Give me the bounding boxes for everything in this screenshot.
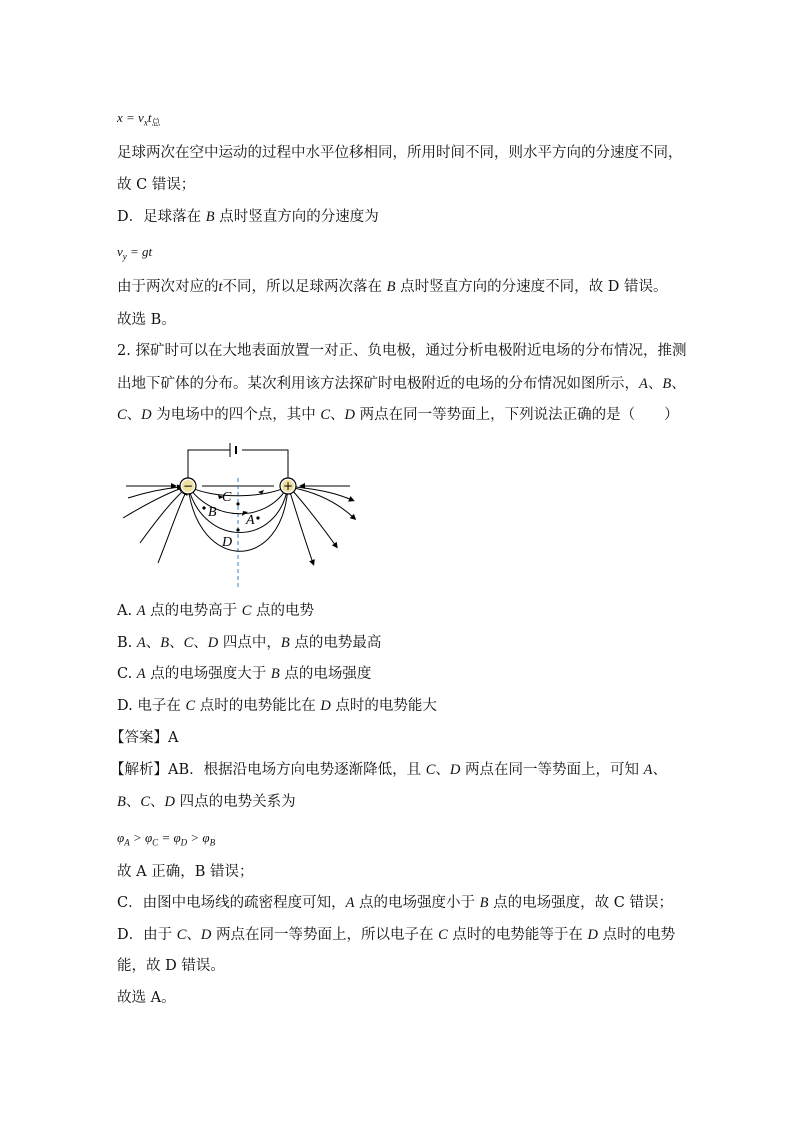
text-line: D．由于 C、D 两点在同一等势面上，所以电子在 C 点时的电势能等于在 D 点时的电势 — [117, 927, 676, 943]
point-c — [236, 502, 239, 505]
option-b: B. A、B、C、D 四点中，B 点的电势最高 — [117, 635, 382, 651]
battery-circuit — [188, 443, 288, 478]
text-line: 由于两次对应的t不同，所以足球两次落在 B 点时竖直方向的分速度不同，故 D 错误。 — [117, 279, 668, 295]
field-lines-right — [290, 487, 354, 563]
question-stem: 2. 探矿时可以在大地表面放置一对正、负电极，通过分析电极附近电场的分布情况，推测 — [117, 343, 687, 359]
eq-vy: $v_y$ = gt — [117, 244, 153, 262]
point-d — [236, 528, 239, 531]
label-c: C — [222, 490, 232, 505]
text-line: 足球两次在空中运动的过程中水平位移相同，所用时间不同，则水平方向的分速度不同， — [117, 145, 683, 161]
option-a: A. A 点的电势高于 C 点的电势 — [117, 603, 315, 619]
option-c: C. A 点的电场强度大于 B 点的电场强度 — [117, 666, 372, 682]
point-b — [202, 506, 205, 509]
analysis: B、C、D 四点的电势关系为 — [117, 794, 296, 810]
question-stem: 出地下矿体的分布。某次利用该方法探矿时电极附近的电场的分布情况如图所示，A、B、 — [117, 376, 686, 392]
positive-electrode — [280, 478, 296, 494]
analysis: 【解析】AB．根据沿电场方向电势逐渐降低，且 C、D 两点在同一等势面上，可知 A、 — [110, 762, 667, 778]
label-b: B — [208, 505, 217, 520]
text-line: 能，故 D 错误。 — [117, 958, 225, 974]
option-d: D. 电子在 C 点时的电势能比在 D 点时的电势能大 — [117, 698, 437, 714]
answer: 【答案】A — [110, 730, 179, 746]
text-line: 故 C 错误； — [117, 177, 196, 193]
text-line: 故选 A。 — [117, 990, 176, 1006]
negative-electrode — [180, 478, 196, 494]
svg-text:−: − — [182, 479, 194, 493]
svg-text:+: + — [282, 479, 294, 493]
point-a — [256, 516, 259, 519]
text-line: 故选 B。 — [117, 312, 176, 328]
label-a: A — [246, 513, 255, 528]
text-line: D．足球落在 B 点时竖直方向的分速度为 — [117, 209, 379, 225]
text-line: C．由图中电场线的疏密程度可知，A 点的电场强度小于 B 点的电场强度，故 C 错误； — [117, 895, 673, 911]
question-stem: C、D 为电场中的四个点，其中 C、D 两点在同一等势面上，下列说法正确的是（ ） — [117, 407, 679, 423]
field-lines-left — [123, 487, 186, 563]
label-d: D — [222, 535, 233, 550]
eq-x: $x = v_xt_总$ — [117, 110, 161, 128]
eq-phi: $\varphi_A > \varphi_C = \varphi_D > \varphi_B$ — [117, 830, 216, 848]
electric-field-figure — [118, 438, 358, 588]
text-line: 故 A 正确，B 错误； — [117, 864, 254, 880]
